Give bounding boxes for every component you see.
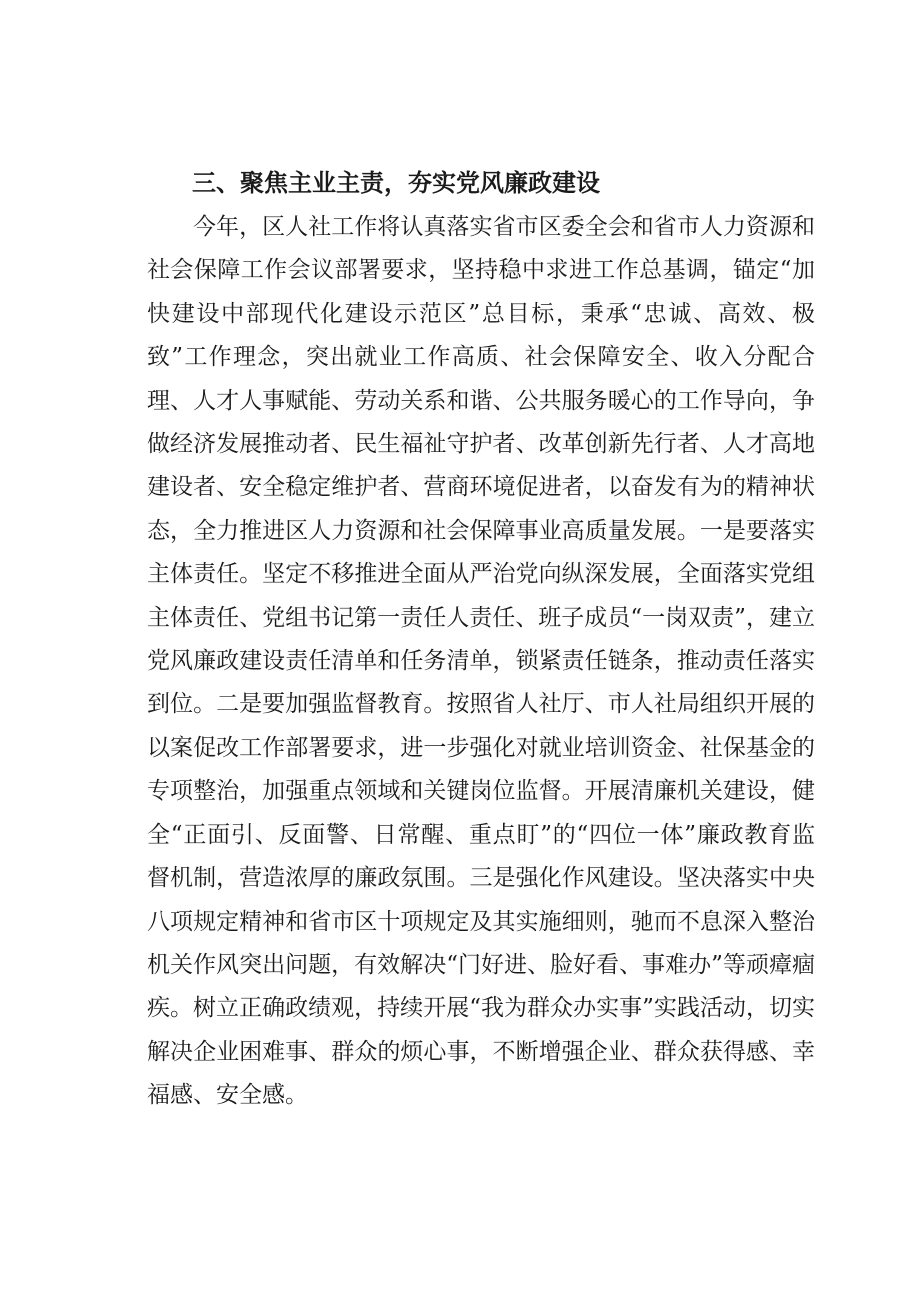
body-paragraph: 今年，区人社工作将认真落实省市区委全会和省市人力资源和社会保障工作会议部署要求，坚持稳中求进工作总基调，锚定“加快建设中部现代化建设示范区”总目标，秉承“忠诚、高效、极致”工作理念，突出就业工作高质、社会保障安全、收入分配合理、人才人事赋能、劳动关系和谐、公共服务暖心的工作导向，争做经济发展推动者、民生福祉守护者、改革创新先行者、人才高地建设者、安全稳定维护者、营商环境促进者，以奋发有为的精神状态，全力推进区人力资源和社会保障事业高质量发展。一是要落实主体责任。坚定不移推进全面从严治党向纵深发展，全面落实党组主体责任、党组书记第一责任人责任、班子成员“一岗双责”，建立党风廉政建设责任清单和任务清单，锁紧责任链条，推动责任落实到位。二是要加强监督教育。按照省人社厅、市人社局组织开展的以案促改工作部署要求，进一步强化对就业培训资金、社保基金的专项整治，加强重点领域和关键岗位监督。开展清廉机关建设，健全“正面引、反面警、日常醒、重点盯”的“四位一体”廉政教育监督机制，营造浓厚的廉政氛围。三是强化作风建设。坚决落实中央八项规定精神和省市区十项规定及其实施细则，驰而不息深入整治机关作风突出问题，有效解决“门好进、脸好看、事难办”等顽瘴痼疾。树立正确政绩观，持续开展“我为群众办实事”实践活动，切实解决企业困难事、群众的烦心事，不断增强企业、群众获得感、幸福感、安全感。 (147, 214, 815, 1109)
section-heading: 三、聚焦主业主责，夯实党风廉政建设 (192, 169, 600, 197)
